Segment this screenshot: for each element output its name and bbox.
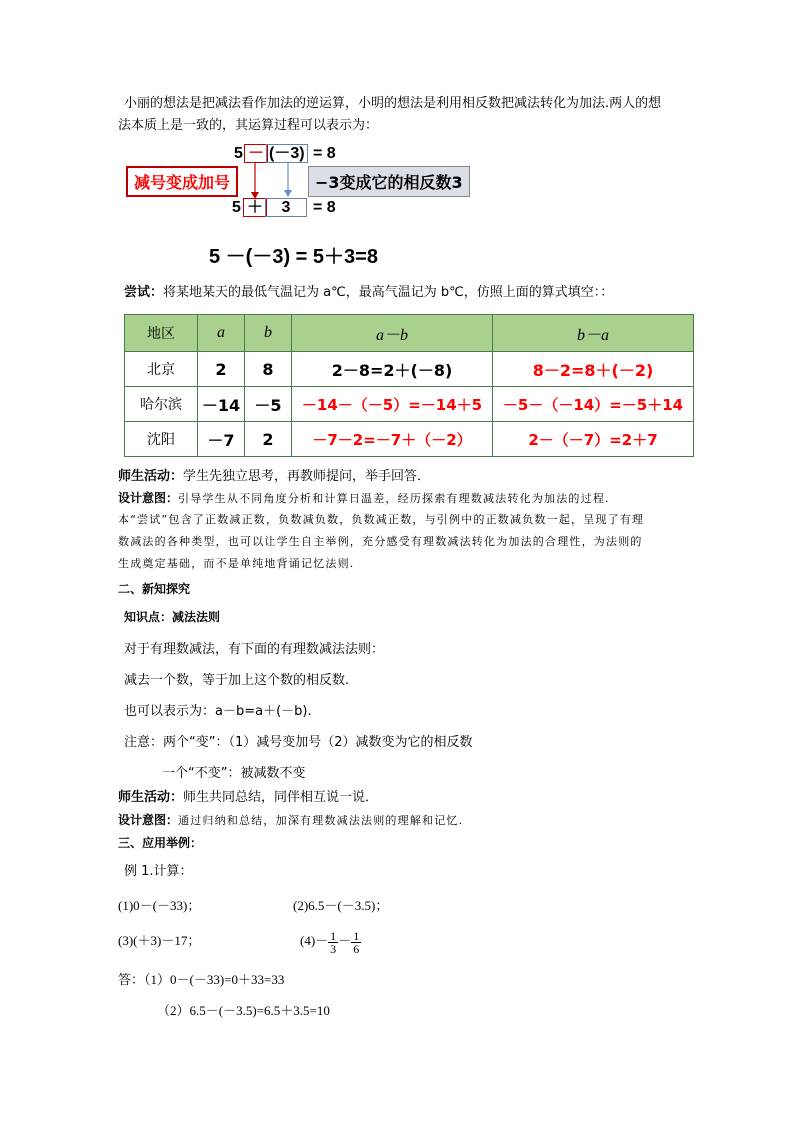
bottom-plus-box: ＋ [243, 198, 267, 217]
design-1-line-3: 数减法的各种类型，也可以让学生自主举例，充分感受有理数减法转化为加法的合理性，为法则的 [118, 535, 643, 548]
a-minus-b-cell: －14－（－5）=－14＋5 [292, 387, 493, 422]
note-one-unchanged: 一个“不变”：被减数不变 [162, 766, 306, 781]
design-2 [118, 811, 463, 830]
top-result: = 8 [313, 145, 336, 162]
activity-2-text: 师生共同总结，同伴相互说一说． [183, 790, 379, 805]
problem-4 [300, 925, 361, 957]
fraction-2-numerator: 1 [353, 928, 360, 943]
section-3-heading: 三、应用举例： [118, 836, 203, 850]
table-header-row [125, 315, 694, 352]
header-b-minus-a: b－a [493, 315, 694, 352]
top-minus-box: － [244, 144, 268, 163]
intro-line-1: 小丽的想法是把减法看作加法的逆运算，小明的想法是利用相反数把减法转化为加法.两人的想 [124, 96, 662, 111]
subtraction-diagram [0, 0, 794, 268]
a-cell: 2 [198, 352, 245, 387]
header-a-minus-b: a－b [292, 315, 493, 352]
header-region: 地区 [125, 315, 198, 352]
fraction-1-numerator: 1 [330, 928, 337, 943]
city-cell: 沈阳 [125, 422, 198, 457]
design-2-text: 通过归纳和总结，加深有理数减法法则的理解和记忆. [178, 814, 464, 827]
b-minus-a-cell: －5－（－14）=－5＋14 [493, 387, 694, 422]
design-1-label: 设计意图： [118, 491, 179, 505]
note-two-changes: 注意：两个“变”：（1）减号变加号（2）减数变为它的相反数 [124, 735, 473, 750]
bottom-result: = 8 [313, 199, 336, 216]
a-cell: －7 [198, 422, 245, 457]
left-label-box: 减号变成加号 [126, 166, 238, 197]
rule-formula: 也可以表示为：a－b=a＋(－b). [124, 704, 312, 719]
problem-2: (2)6.5－(－3.5)； [293, 898, 389, 913]
header-a: a [198, 315, 245, 352]
section-2-heading: 二、新知探究 [118, 582, 191, 596]
b-cell: 8 [245, 352, 292, 387]
intro-line-2: 法本质上是一致的，其运算过程可以表示为： [118, 118, 379, 133]
design-1-line-2: 本“尝试”包含了正数减正数，负数减负数，负数减正数，与引例中的正数减负数一起，呈现了有理 [118, 513, 645, 526]
fraction-1-denominator: 3 [330, 941, 337, 956]
fraction-2-denominator: 6 [353, 941, 360, 956]
bottom-five: 5 [232, 199, 241, 216]
b-cell: －5 [245, 387, 292, 422]
activity-1-text: 学生先独立思考，再教师提问，举手回答． [183, 469, 431, 484]
diagram-arrows [245, 160, 305, 200]
answer-2: （2）6.5－(－3.5)=6.5＋3.5=10 [157, 1003, 330, 1018]
b-minus-a-cell: 2－（－7）=2＋7 [493, 422, 694, 457]
activity-1 [118, 468, 430, 486]
knowledge-point: 知识点：减法法则 [124, 610, 221, 624]
bottom-three-box: 3 [265, 198, 307, 217]
header-b: b [245, 315, 292, 352]
blue-arrow-head [284, 190, 292, 197]
fraction-2 [351, 930, 361, 955]
right-label-box: −3变成它的相反数3 [308, 166, 470, 197]
b-cell: 2 [245, 422, 292, 457]
problem-4-minus: － [338, 933, 352, 948]
a-cell: －14 [198, 387, 245, 422]
rule-text: 减去一个数，等于加上这个数的相反数. [124, 673, 350, 688]
b-minus-a-cell: 8－2=8＋(－2) [493, 352, 694, 387]
fraction-1 [328, 930, 338, 955]
problem-4-prefix: (4)－ [300, 933, 329, 948]
activity-1-label: 师生活动： [118, 469, 184, 484]
rule-intro: 对于有理数减法，有下面的有理数减法法则： [124, 642, 385, 657]
temperature-table [124, 314, 694, 457]
design-1-text-1: 引导学生从不同角度分析和计算日温差，经历探索有理数减法转化为加法的过程. [178, 492, 610, 505]
try-text: 将某地某天的最低气温记为 a℃，最高气温记为 b℃，仿照上面的算式填空：： [163, 285, 614, 300]
table-row [125, 422, 694, 457]
example-title: 例 1.计算： [124, 864, 193, 879]
design-1-line-1 [118, 489, 610, 508]
summary-equation: 5 －(－3) = 5＋3=8 [209, 246, 378, 268]
problem-1: (1)0－(－33)； [118, 898, 201, 913]
answer-1: 答：（1）0－(－33)=0＋33=33 [118, 972, 285, 987]
activity-2 [118, 789, 378, 807]
problem-3: (3)(＋3)－17； [118, 933, 201, 948]
city-cell: 北京 [125, 352, 198, 387]
top-five: 5 [234, 145, 243, 162]
try-line [124, 284, 613, 302]
city-cell: 哈尔滨 [125, 387, 198, 422]
table-row [125, 352, 694, 387]
table-row [125, 387, 694, 422]
top-paren-box: (－3) [266, 144, 308, 163]
design-1-line-4: 生成奠定基础，而不是单纯地背诵记忆法则. [118, 557, 355, 570]
a-minus-b-cell: 2－8=2＋(－8) [292, 352, 493, 387]
activity-2-label: 师生活动： [118, 790, 184, 805]
a-minus-b-cell: －7－2=－7＋（－2） [292, 422, 493, 457]
try-label: 尝试： [124, 285, 164, 300]
design-2-label: 设计意图： [118, 813, 179, 827]
